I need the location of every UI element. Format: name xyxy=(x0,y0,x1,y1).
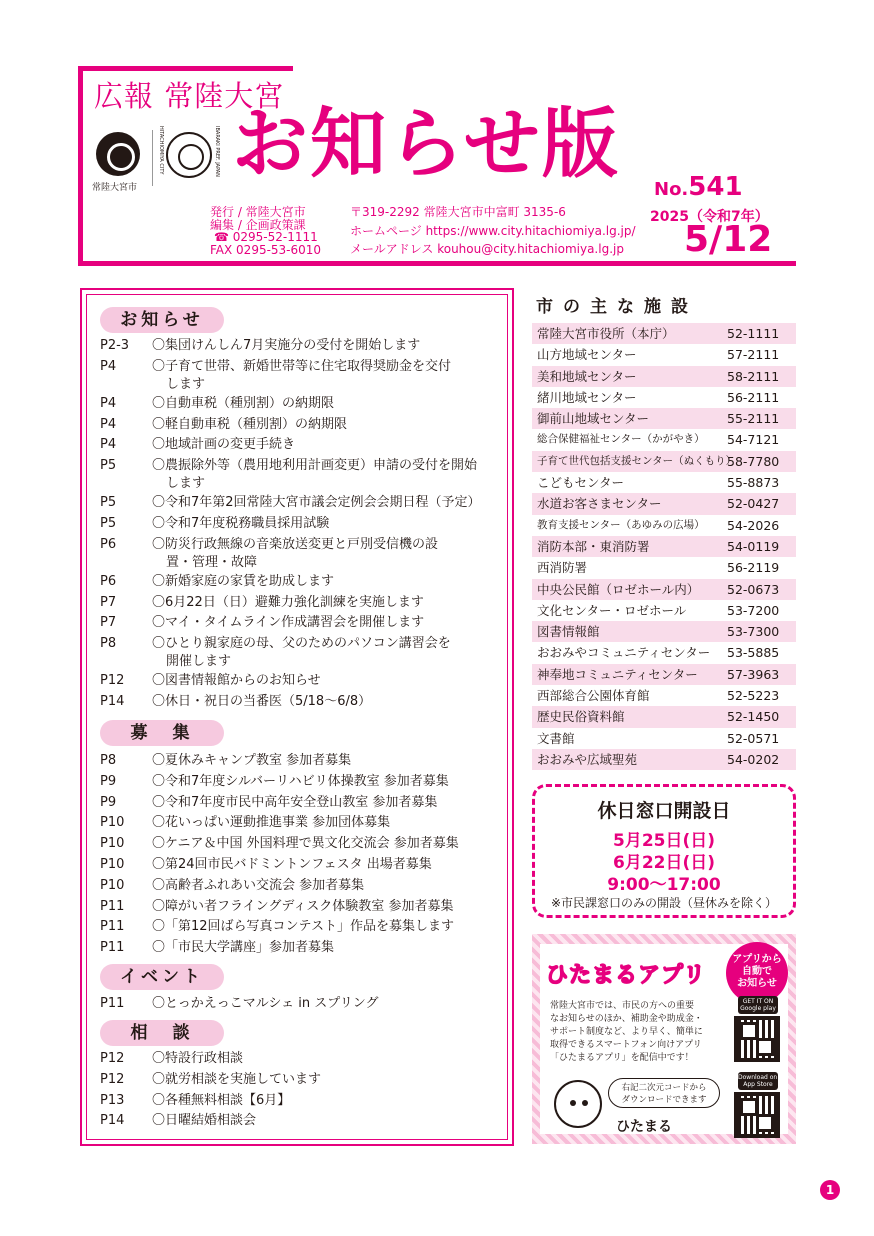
facility-name: 文書館 xyxy=(537,730,575,746)
facility-name: おおみや広域聖苑 xyxy=(537,751,638,767)
facility-phone: 58-2111 xyxy=(727,368,780,384)
issue-year: 2025（令和7年） xyxy=(650,209,769,225)
page-title: お知らせ版 xyxy=(232,99,620,188)
auto-notify-badge xyxy=(726,942,788,1004)
city-rose-logo-icon xyxy=(166,132,212,178)
bubble-line: ダウンロードできます xyxy=(621,1095,707,1105)
holiday-hours: 9:00～17:00 xyxy=(607,875,721,895)
app-store-button[interactable] xyxy=(738,1072,789,1090)
holiday-date-1: 5月25日(日) xyxy=(612,831,716,851)
toc-text: 〇ひとり親家庭の母、父のためのパソコン講習会を xyxy=(152,636,451,652)
publisher-info xyxy=(210,206,321,256)
facility-name: 中央公民館（ロゼホール内） xyxy=(537,581,700,597)
toc-page: P11 xyxy=(100,940,125,956)
google-play-line1: GET IT ON xyxy=(742,998,774,1005)
facility-name: 図書情報館 xyxy=(537,624,600,640)
toc-text: 〇令和7年度シルバーリハビリ体操教室 参加者募集 xyxy=(152,773,449,789)
toc-text: 〇農振除外等（農用地利用計画変更）申請の受付を開始 xyxy=(152,458,478,474)
facilities-title xyxy=(536,292,698,317)
facility-phone: 52-0673 xyxy=(727,581,780,597)
toc-text: 〇「第12回ばら写真コンテスト」作品を募集します xyxy=(152,919,455,935)
toc-text: 〇日曜結婚相談会 xyxy=(152,1113,257,1129)
toc-text: 〇花いっぱい運動推進事業 参加団体募集 xyxy=(152,815,391,831)
section-header-event: イベント xyxy=(100,964,224,990)
postal-address: 〒319-2292 常陸大宮市中富町 3135-6 xyxy=(350,205,566,219)
toc-page: P10 xyxy=(100,815,125,831)
toc-page: P5 xyxy=(100,495,117,511)
facility-row xyxy=(532,557,796,578)
facility-phone: 52-1450 xyxy=(727,709,780,725)
facility-phone: 54-0202 xyxy=(727,751,780,767)
toc-text: 〇夏休みキャンプ教室 参加者募集 xyxy=(152,753,352,768)
facility-row xyxy=(532,600,796,621)
toc-text: 〇令和7年度税務職員採用試験 xyxy=(152,516,330,531)
facility-phone: 53-7300 xyxy=(727,624,780,640)
app-store-line1: Download on the xyxy=(738,1074,789,1081)
facility-phone: 58-7780 xyxy=(727,453,780,469)
facility-name: 御前山地域センター xyxy=(537,411,650,427)
toc-page: P11 xyxy=(100,898,125,914)
facilities-title-char: 市 xyxy=(536,297,563,317)
facility-row xyxy=(532,664,796,685)
homepage-link[interactable]: ホームページ https://www.city.hitachiomiya.lg.jp/ xyxy=(350,223,636,238)
issue-number xyxy=(654,172,743,202)
facility-name: 水道お客さまセンター xyxy=(537,496,662,512)
facility-row xyxy=(532,344,796,365)
app-desc-line: 常陸大宮市では、市民の方への重要 xyxy=(550,1001,695,1011)
toc-page: P11 xyxy=(100,996,125,1011)
issue-number-value: 541 xyxy=(688,172,743,202)
toc-text: 〇マイ・タイムライン作成講習会を開催します xyxy=(152,615,425,631)
app-store-line2: App Store xyxy=(743,1081,773,1088)
google-play-line2: Google play xyxy=(740,1005,776,1012)
facilities-title-char: な xyxy=(617,297,644,317)
toc-text-cont: 置・管理・故障 xyxy=(166,554,258,570)
facility-name: 西部総合公園体育館 xyxy=(537,688,650,704)
toc-page: P7 xyxy=(100,594,117,610)
facility-name: 山方地域センター xyxy=(537,347,637,363)
badge-line: お知らせ xyxy=(737,978,777,989)
toc-text: 〇6月22日（日）避難力強化訓練を実施します xyxy=(152,594,424,610)
facility-name: 常陸大宮市役所（本庁） xyxy=(537,326,675,341)
toc-text: 〇新婚家庭の家賃を助成します xyxy=(152,573,335,589)
google-play-button[interactable] xyxy=(738,996,778,1014)
mascot-name: ひたまる xyxy=(616,1119,672,1135)
google-play-qr-code-icon[interactable] xyxy=(734,1016,780,1062)
toc-page: P13 xyxy=(100,1092,125,1108)
facility-phone: 53-5885 xyxy=(727,645,780,661)
facility-phone: 57-3963 xyxy=(727,666,780,682)
badge-line: アプリから xyxy=(732,954,782,965)
facility-phone: 52-0571 xyxy=(727,730,780,746)
toc-page: P4 xyxy=(100,437,117,453)
section-header-oshirase: お知らせ xyxy=(100,307,224,333)
toc-text: 〇就労相談を実施しています xyxy=(152,1071,322,1087)
facility-row xyxy=(532,706,796,727)
facility-name: こどもセンター xyxy=(537,475,625,491)
facility-row xyxy=(532,493,796,514)
download-speech-bubble xyxy=(608,1078,720,1108)
facility-phone: 56-2119 xyxy=(727,560,780,576)
facility-phone: 55-2111 xyxy=(727,411,780,427)
facility-row xyxy=(532,621,796,642)
publication-name: 広報 常陸大宮 xyxy=(94,79,285,113)
toc-page: P8 xyxy=(100,753,117,768)
toc-text: 〇地域計画の変更手続き xyxy=(152,437,296,453)
toc-page: P10 xyxy=(100,836,125,852)
app-desc-line: 取得できるスマートフォン向けアプリ xyxy=(550,1040,702,1050)
toc-text: 〇各種無料相談【6月】 xyxy=(152,1092,291,1108)
toc-page: P10 xyxy=(100,857,125,872)
toc-text-cont: します xyxy=(166,476,206,492)
section-header-boshu: 募 集 xyxy=(100,720,224,746)
toc-page: P9 xyxy=(100,794,117,810)
toc-page: P4 xyxy=(100,395,117,411)
facility-name: 文化センター・ロゼホール xyxy=(537,602,687,618)
facilities-title-char: 設 xyxy=(671,297,698,317)
facility-name: 総合保健福祉センター（かがやき） xyxy=(537,433,705,446)
city-logo-side-text: HITACHIOMIYA CITY xyxy=(158,126,164,175)
facility-name: 美和地域センター xyxy=(537,368,637,384)
facility-row xyxy=(532,408,796,429)
facility-row xyxy=(532,536,796,557)
page-number: 1 xyxy=(820,1180,840,1200)
toc-text: 〇特設行政相談 xyxy=(152,1051,244,1066)
facility-name: 西消防署 xyxy=(537,560,588,576)
facility-name: 神奉地コミュニティセンター xyxy=(537,666,698,682)
toc-text: 〇高齢者ふれあい交流会 参加者募集 xyxy=(152,877,365,893)
facility-row xyxy=(532,515,796,536)
issue-prefix: No. xyxy=(654,179,689,200)
app-desc-line: 「ひたまるアプリ」を配信中です！ xyxy=(550,1053,694,1063)
toc-page: P9 xyxy=(100,773,117,789)
toc-text: 〇障がい者フライングディスク体験教室 参加者募集 xyxy=(152,898,454,914)
facility-row xyxy=(532,642,796,663)
toc-text-cont: 開催します xyxy=(166,654,232,670)
facility-phone: 52-5223 xyxy=(727,688,780,704)
facilities-title-char: 施 xyxy=(644,297,671,317)
toc-text: 〇令和7年度市民中高年安全登山教室 参加者募集 xyxy=(152,794,438,810)
section-header-sodan: 相 談 xyxy=(100,1020,224,1046)
facility-name: 歴史民俗資料館 xyxy=(537,709,625,725)
editor-line: 編集 / 企画政策課 xyxy=(210,217,306,232)
facility-phone: 52-1111 xyxy=(727,326,780,341)
facility-phone: 56-2111 xyxy=(727,389,780,405)
facility-row xyxy=(532,728,796,749)
facilities-title-char: の xyxy=(563,297,590,317)
facility-name: おおみやコミュニティセンター xyxy=(537,645,711,661)
facility-phone: 55-8873 xyxy=(727,475,780,491)
app-desc-line: サポート制度など、より早く、簡単に xyxy=(550,1027,703,1037)
toc-text-cont: します xyxy=(166,376,206,392)
fax-line: FAX 0295-53-6010 xyxy=(210,242,322,257)
facility-name: 子育て世代包括支援センター（ぬくもり） xyxy=(537,454,737,467)
facility-row xyxy=(532,749,796,770)
facility-row xyxy=(532,387,796,408)
city-emblem-icon xyxy=(96,132,140,176)
toc-page: P5 xyxy=(100,516,117,531)
toc-page: P2-3 xyxy=(100,338,130,353)
holiday-note: ※市民課窓口のみの開設（昼休みを除く） xyxy=(550,896,778,910)
badge-line: 自動で xyxy=(742,966,772,977)
city-logo-side-text-2: IBARAKI PREF. JAPAN xyxy=(214,126,220,177)
facilities-table xyxy=(532,323,796,770)
toc-page: P11 xyxy=(100,919,125,935)
facility-row xyxy=(532,323,796,344)
facility-row xyxy=(532,579,796,600)
facility-row xyxy=(532,451,796,472)
toc-text: 〇令和7年第2回常陸大宮市議会定例会会期日程（予定） xyxy=(152,495,481,511)
toc-page: P6 xyxy=(100,536,117,552)
holiday-window-title: 休日窓口開設日 xyxy=(597,800,731,822)
toc-text: 〇図書情報館からのお知らせ xyxy=(152,673,321,689)
facility-phone: 57-2111 xyxy=(727,347,780,363)
toc-page: P4 xyxy=(100,358,117,374)
logo-divider xyxy=(152,130,153,186)
facility-phone: 54-2026 xyxy=(727,517,780,533)
toc-page: P12 xyxy=(100,1051,125,1066)
facility-phone: 54-7121 xyxy=(727,432,780,448)
holiday-date-2: 6月22日(日) xyxy=(612,853,716,873)
publisher-line: 発行 / 常陸大宮市 xyxy=(210,205,306,219)
toc-text: 〇第24回市民バドミントンフェスタ 出場者募集 xyxy=(152,857,432,872)
city-emblem-label: 常陸大宮市 xyxy=(92,183,138,193)
toc-text: 〇軽自動車税（種別割）の納期限 xyxy=(152,416,348,432)
toc-page: P10 xyxy=(100,877,125,893)
phone-line: ☎ 0295-52-1111 xyxy=(214,230,318,244)
facility-row xyxy=(532,429,796,450)
facility-name: 教育支援センター（あゆみの広場） xyxy=(537,518,705,531)
hitamaru-mascot-icon xyxy=(554,1080,602,1128)
toc-text: 〇防災行政無線の音楽放送変更と戸別受信機の設 xyxy=(152,536,439,552)
facility-phone: 52-0427 xyxy=(727,496,780,512)
toc-page: P8 xyxy=(100,636,117,652)
issue-date: 5/12 xyxy=(684,219,773,260)
app-store-qr-code-icon[interactable] xyxy=(734,1092,780,1138)
toc-text: 〇自動車税（種別割）の納期限 xyxy=(152,395,335,411)
toc-page: P6 xyxy=(100,573,117,589)
toc-text: 〇とっかえっこマルシェ in スプリング xyxy=(152,996,379,1011)
toc-text: 〇休日・祝日の当番医（5/18～6/8） xyxy=(152,694,372,709)
facility-name: 消防本部・東消防署 xyxy=(537,538,650,554)
toc-page: P14 xyxy=(100,694,125,709)
toc-text: 〇子育て世帯、新婚世帯等に住宅取得奨励金を交付 xyxy=(152,358,452,374)
facility-row xyxy=(532,472,796,493)
toc-page: P14 xyxy=(100,1113,125,1129)
toc-page: P7 xyxy=(100,615,117,631)
facility-name: 緒川地域センター xyxy=(537,389,637,405)
toc-text: 〇集団けんしん7月実施分の受付を開始します xyxy=(152,338,421,353)
toc-page: P12 xyxy=(100,1071,125,1087)
facility-row xyxy=(532,366,796,387)
facilities-title-char: 主 xyxy=(590,297,617,317)
address-info xyxy=(350,206,636,256)
facility-phone: 53-7200 xyxy=(727,602,780,618)
facility-phone: 54-0119 xyxy=(727,538,780,554)
bubble-line: 右記二次元コードから xyxy=(621,1083,707,1093)
app-description xyxy=(550,1000,703,1065)
email-link[interactable]: メールアドレス kouhou@city.hitachiomiya.lg.jp xyxy=(350,242,624,256)
app-desc-line: なお知らせのほか、補助金や助成金・ xyxy=(550,1014,703,1024)
toc-page: P5 xyxy=(100,458,117,474)
toc-page: P4 xyxy=(100,416,117,432)
toc-page: P12 xyxy=(100,673,125,689)
app-logo: ひたまるアプリ xyxy=(546,963,707,988)
facility-row xyxy=(532,685,796,706)
toc-text: 〇「市民大学講座」参加者募集 xyxy=(152,940,335,956)
toc-text: 〇ケニア＆中国 外国料理で異文化交流会 参加者募集 xyxy=(152,836,459,852)
